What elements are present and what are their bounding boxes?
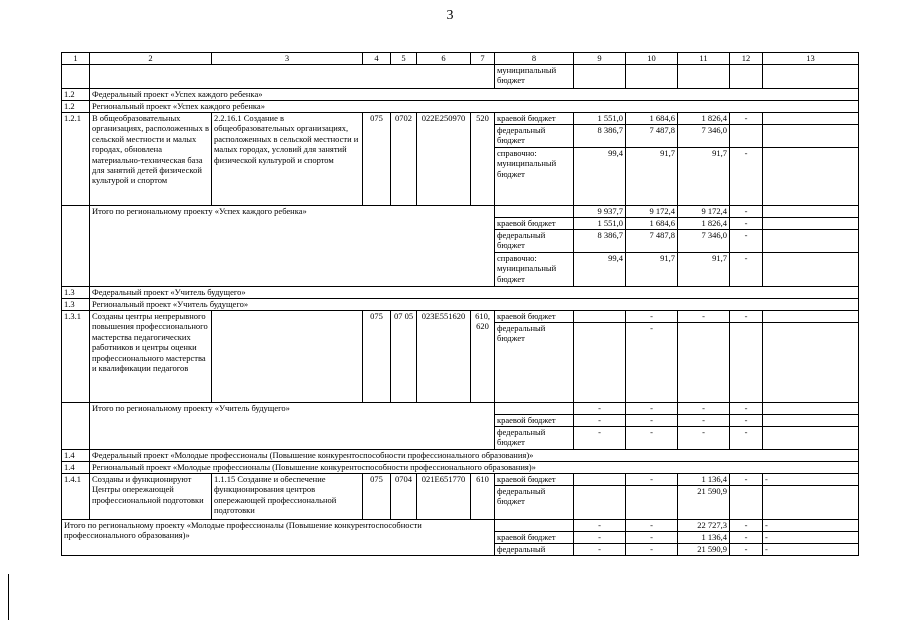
value-cell xyxy=(678,323,730,403)
value-cell: 1 551,0 xyxy=(574,218,626,230)
regional-project-title: Региональный проект «Учитель будущего» xyxy=(90,299,859,311)
value-cell: 1 551,0 xyxy=(574,113,626,125)
value-cell: 1 684,6 xyxy=(626,113,678,125)
total-row xyxy=(62,520,859,532)
value-cell: 1 826,4 xyxy=(678,218,730,230)
value-cell: - xyxy=(730,520,763,532)
value-cell: - xyxy=(626,427,678,450)
column-number-row xyxy=(62,53,859,65)
value-cell xyxy=(574,311,626,323)
col-header: 7 xyxy=(471,53,495,65)
row-number: 1.3.1 xyxy=(62,311,90,403)
value-cell: 21 590,9 xyxy=(678,486,730,520)
col-header: 3 xyxy=(212,53,363,65)
row-number: 1.2.1 xyxy=(62,113,90,206)
row-number: 1.2 xyxy=(62,101,90,113)
col-header: 2 xyxy=(90,53,212,65)
code-cell: 0704 xyxy=(391,474,417,520)
value-cell: - xyxy=(574,544,626,556)
value-cell: - xyxy=(574,415,626,427)
value-cell: 91,7 xyxy=(626,253,678,287)
item-row xyxy=(62,113,859,125)
value-cell: - xyxy=(730,532,763,544)
value-cell: 8 386,7 xyxy=(574,230,626,253)
code-cell: 610 xyxy=(471,474,495,520)
row-number: 1.4 xyxy=(62,450,90,462)
value-cell: 1 136,4 xyxy=(678,532,730,544)
source-cell: справочно: муниципальный бюджет xyxy=(495,253,574,287)
total-label: Итого по региональному проекту «Успех каждого ребенка» xyxy=(90,206,495,287)
continuation-row xyxy=(62,65,859,89)
value-cell: 99,4 xyxy=(574,148,626,206)
value-cell xyxy=(574,486,626,520)
event-name xyxy=(212,311,363,403)
row-number: 1.4.1 xyxy=(62,474,90,520)
item-row xyxy=(62,311,859,323)
item-row xyxy=(62,474,859,486)
regional-project-row xyxy=(62,462,859,474)
value-cell: 9 172,4 xyxy=(626,206,678,218)
col-header: 8 xyxy=(495,53,574,65)
regional-project-title: Региональный проект «Успех каждого ребенка» xyxy=(90,101,859,113)
value-cell xyxy=(574,474,626,486)
value-cell: - xyxy=(574,520,626,532)
page-number: 3 xyxy=(446,8,454,23)
value-cell: - xyxy=(730,253,763,287)
code-cell: 520 xyxy=(471,113,495,206)
value-cell: - xyxy=(730,544,763,556)
value-cell: 1 684,6 xyxy=(626,218,678,230)
value-cell: - xyxy=(678,403,730,415)
source-cell: федеральный бюджет xyxy=(495,427,574,450)
source-cell: федеральный xyxy=(495,544,574,556)
value-cell: - xyxy=(763,520,859,532)
value-cell: 7 346,0 xyxy=(678,230,730,253)
federal-project-row xyxy=(62,450,859,462)
budget-table xyxy=(61,52,859,556)
value-cell: 21 590,9 xyxy=(678,544,730,556)
value-cell: - xyxy=(730,148,763,206)
value-cell: 99,4 xyxy=(574,253,626,287)
code-cell: 021E651770 xyxy=(417,474,471,520)
value-cell: 22 727,3 xyxy=(678,520,730,532)
value-cell: - xyxy=(626,474,678,486)
source-cell: краевой бюджет xyxy=(495,474,574,486)
code-cell: 022E250970 xyxy=(417,113,471,206)
value-cell: - xyxy=(574,403,626,415)
value-cell: 9 172,4 xyxy=(678,206,730,218)
result-name: В общеобразовательных организациях, расположенных в сельской местности и малых городах, обновлена материально-техническая база для занятий детей физической культурой и спортом xyxy=(90,113,212,206)
value-cell: - xyxy=(730,113,763,125)
total-label: Итого по региональному проекту «Учитель будущего» xyxy=(90,403,495,450)
value-cell: - xyxy=(626,544,678,556)
value-cell: - xyxy=(730,474,763,486)
col-header: 4 xyxy=(363,53,391,65)
row-number: 1.2 xyxy=(62,89,90,101)
col-header: 13 xyxy=(763,53,859,65)
code-cell: 075 xyxy=(363,113,391,206)
value-cell xyxy=(574,323,626,403)
value-cell xyxy=(763,486,859,520)
total-row xyxy=(62,206,859,218)
col-header: 5 xyxy=(391,53,417,65)
federal-project-row xyxy=(62,89,859,101)
value-cell: - xyxy=(730,206,763,218)
value-cell: - xyxy=(730,427,763,450)
federal-project-row xyxy=(62,287,859,299)
value-cell: - xyxy=(626,520,678,532)
source-cell: краевой бюджет xyxy=(495,415,574,427)
code-cell: 023E551620 xyxy=(417,311,471,403)
value-cell: 9 937,7 xyxy=(574,206,626,218)
col-header: 10 xyxy=(626,53,678,65)
value-cell: 1 136,4 xyxy=(678,474,730,486)
source-cell: краевой бюджет xyxy=(495,218,574,230)
code-cell: 0702 xyxy=(391,113,417,206)
code-cell: 07 05 xyxy=(391,311,417,403)
value-cell xyxy=(730,323,763,403)
source-cell: муниципальный бюджет xyxy=(495,65,574,89)
value-cell: 7 487,8 xyxy=(626,125,678,148)
value-cell: 8 386,7 xyxy=(574,125,626,148)
code-cell: 075 xyxy=(363,311,391,403)
row-number: 1.3 xyxy=(62,287,90,299)
value-cell: - xyxy=(730,218,763,230)
value-cell: - xyxy=(678,415,730,427)
result-name: Созданы и функционируют Центры опережающей профессиональной подготовки xyxy=(90,474,212,520)
federal-project-title: Федеральный проект «Учитель будущего» xyxy=(90,287,859,299)
col-header: 1 xyxy=(62,53,90,65)
value-cell: - xyxy=(730,415,763,427)
margin-line xyxy=(8,574,9,620)
code-cell: 610, 620 xyxy=(471,311,495,403)
value-cell: - xyxy=(763,532,859,544)
source-cell: краевой бюджет xyxy=(495,113,574,125)
value-cell: 1 826,4 xyxy=(678,113,730,125)
col-header: 11 xyxy=(678,53,730,65)
source-cell: краевой бюджет xyxy=(495,532,574,544)
value-cell: - xyxy=(730,311,763,323)
row-number: 1.4 xyxy=(62,462,90,474)
total-label: Итого по региональному проекту «Молодые профессионалы (Повышение конкурентоспособности профессионального образования)» xyxy=(62,520,495,556)
event-name: 2.2.16.1 Создание в общеобразовательных организациях, расположенных в сельской местности и малых городах, условий для занятий физической культурой и спортом xyxy=(212,113,363,206)
source-cell: федеральный бюджет xyxy=(495,230,574,253)
col-header: 12 xyxy=(730,53,763,65)
value-cell: - xyxy=(678,311,730,323)
col-header: 9 xyxy=(574,53,626,65)
value-cell: - xyxy=(730,403,763,415)
source-cell: справочно: муниципальный бюджет xyxy=(495,148,574,206)
event-name: 1.1.15 Создание и обеспечение функционирования центров опережающей профессиональной подготовки xyxy=(212,474,363,520)
row-number: 1.3 xyxy=(62,299,90,311)
value-cell: - xyxy=(730,230,763,253)
regional-project-row xyxy=(62,299,859,311)
value-cell: - xyxy=(678,427,730,450)
value-cell: 91,7 xyxy=(678,148,730,206)
source-cell: краевой бюджет xyxy=(495,311,574,323)
value-cell: 91,7 xyxy=(626,148,678,206)
code-cell: 075 xyxy=(363,474,391,520)
value-cell: - xyxy=(574,427,626,450)
source-cell: федеральный бюджет xyxy=(495,323,574,403)
total-row xyxy=(62,403,859,415)
source-cell: федеральный бюджет xyxy=(495,486,574,520)
value-cell: - xyxy=(626,415,678,427)
value-cell: 7 487,8 xyxy=(626,230,678,253)
federal-project-title: Федеральный проект «Успех каждого ребенка» xyxy=(90,89,859,101)
value-cell: - xyxy=(626,311,678,323)
value-cell: - xyxy=(763,474,859,486)
result-name: Созданы центры непрерывного повышения профессионального мастерства педагогических работников и центры оценки профессионального мастерства и квалификации педагогов xyxy=(90,311,212,403)
value-cell: 7 346,0 xyxy=(678,125,730,148)
regional-project-row xyxy=(62,101,859,113)
value-cell: - xyxy=(626,532,678,544)
federal-project-title: Федеральный проект «Молодые профессионалы (Повышение конкурентоспособности профессионального образования)» xyxy=(90,450,859,462)
value-cell xyxy=(730,125,763,148)
value-cell: - xyxy=(574,532,626,544)
value-cell: - xyxy=(763,544,859,556)
value-cell: - xyxy=(626,323,678,403)
value-cell: - xyxy=(626,403,678,415)
regional-project-title: Региональный проект «Молодые профессионалы (Повышение конкурентоспособности профессионального образования)» xyxy=(90,462,859,474)
value-cell: 91,7 xyxy=(678,253,730,287)
col-header: 6 xyxy=(417,53,471,65)
value-cell xyxy=(626,486,678,520)
source-cell: федеральный бюджет xyxy=(495,125,574,148)
value-cell xyxy=(730,486,763,520)
